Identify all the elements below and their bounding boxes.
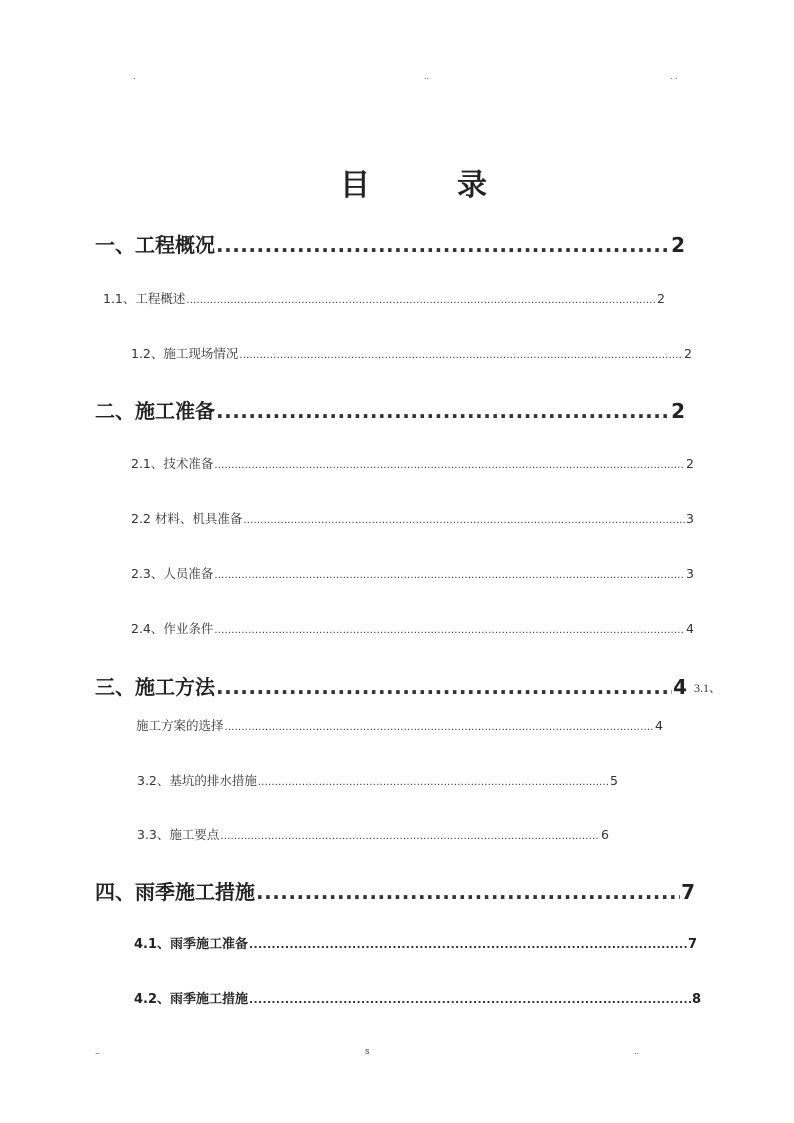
toc-entry-2-2[interactable] [131,509,694,527]
footer-mark-center: s [365,1046,370,1056]
toc-leader-dots [216,675,672,699]
toc-entry-label: 3.3、施工要点 [137,827,220,842]
toc-leader-dots [239,350,683,361]
toc-entry-2-3[interactable] [131,564,694,582]
toc-entry-section-1[interactable] [95,229,685,258]
toc-entry-label: 2.2 材料、机具准备 [131,511,243,526]
toc-title-char-2: 录 [457,168,487,203]
toc-entry-label: 1.2、施工现场情况 [131,346,239,361]
toc-entry-page: 7 [681,880,695,904]
toc-entry-label: 2.1、技术准备 [131,456,214,471]
toc-entry-label: 1.1、工程概述 [103,291,186,306]
footer-mark-left: .. [95,1046,101,1056]
toc-entry-label: 3.2、基坑的排水措施 [137,773,257,788]
toc-entry-label: 2.4、作业条件 [131,621,214,636]
toc-entry-1-2[interactable] [131,344,692,362]
toc-entry-3-3[interactable] [137,825,609,843]
toc-entry-label: 2.3、人员准备 [131,566,214,581]
toc-entry-label: 三、施工方法 [95,675,215,699]
toc-entry-label: 4.2、雨季施工措施 [134,992,249,1007]
toc-leader-dots [243,515,685,526]
toc-entry-label: 四、雨季施工措施 [95,880,255,904]
toc-entry-section-4[interactable] [95,876,695,905]
toc-entry-4-1[interactable] [134,933,697,952]
toc-entry-page: 4 [673,675,687,699]
toc-entry-page: 2 [686,456,694,471]
toc-entry-1-1[interactable] [103,289,665,307]
toc-entry-3-2[interactable] [137,771,618,789]
toc-leader-dots [216,233,670,257]
toc-entry-3-1-number: 3.1、 [694,681,722,695]
toc-leader-dots [258,777,609,788]
toc-leader-dots [249,938,687,951]
toc-leader-dots [214,625,685,636]
toc-entry-label: 4.1、雨季施工准备 [134,937,249,952]
toc-leader-dots [256,880,680,904]
toc-leader-dots [186,295,656,306]
toc-entry-page: 3 [686,566,694,581]
toc-entry-4-2[interactable] [134,988,701,1007]
header-mark-right: . . [670,71,678,81]
toc-entry-section-2[interactable] [95,395,685,424]
toc-entry-page: 6 [601,827,609,842]
toc-entry-page: 8 [691,992,701,1007]
toc-entry-2-1[interactable] [131,454,694,472]
toc-entry-page: 2 [684,346,692,361]
toc-leader-dots [214,570,685,581]
toc-entry-page: 2 [657,291,665,306]
toc-entry-page: 2 [671,399,685,423]
toc-entry-page: 3 [686,511,694,526]
header-mark-center: .. [424,71,430,81]
toc-leader-dots [216,399,670,423]
toc-entry-2-4[interactable] [131,619,694,637]
toc-leader-dots [214,460,685,471]
toc-entry-label: 施工方案的选择 [136,718,224,733]
toc-title-char-1: 目 [340,168,370,203]
footer-mark-right: .. [634,1046,640,1056]
toc-entry-page: 5 [610,773,618,788]
header-mark-left: . [133,71,136,81]
toc-leader-dots [220,831,600,842]
toc-entry-page: 2 [671,233,685,257]
toc-entry-page: 4 [686,621,694,636]
toc-entry-section-3[interactable] [95,671,687,700]
toc-leader-dots [249,993,691,1006]
toc-entry-label: 一、工程概况 [95,233,215,257]
toc-entry-label: 二、施工准备 [95,399,215,423]
toc-entry-3-1[interactable] [136,716,663,734]
toc-entry-page: 4 [655,718,663,733]
toc-entry-page: 7 [687,937,697,952]
toc-leader-dots [225,722,655,733]
